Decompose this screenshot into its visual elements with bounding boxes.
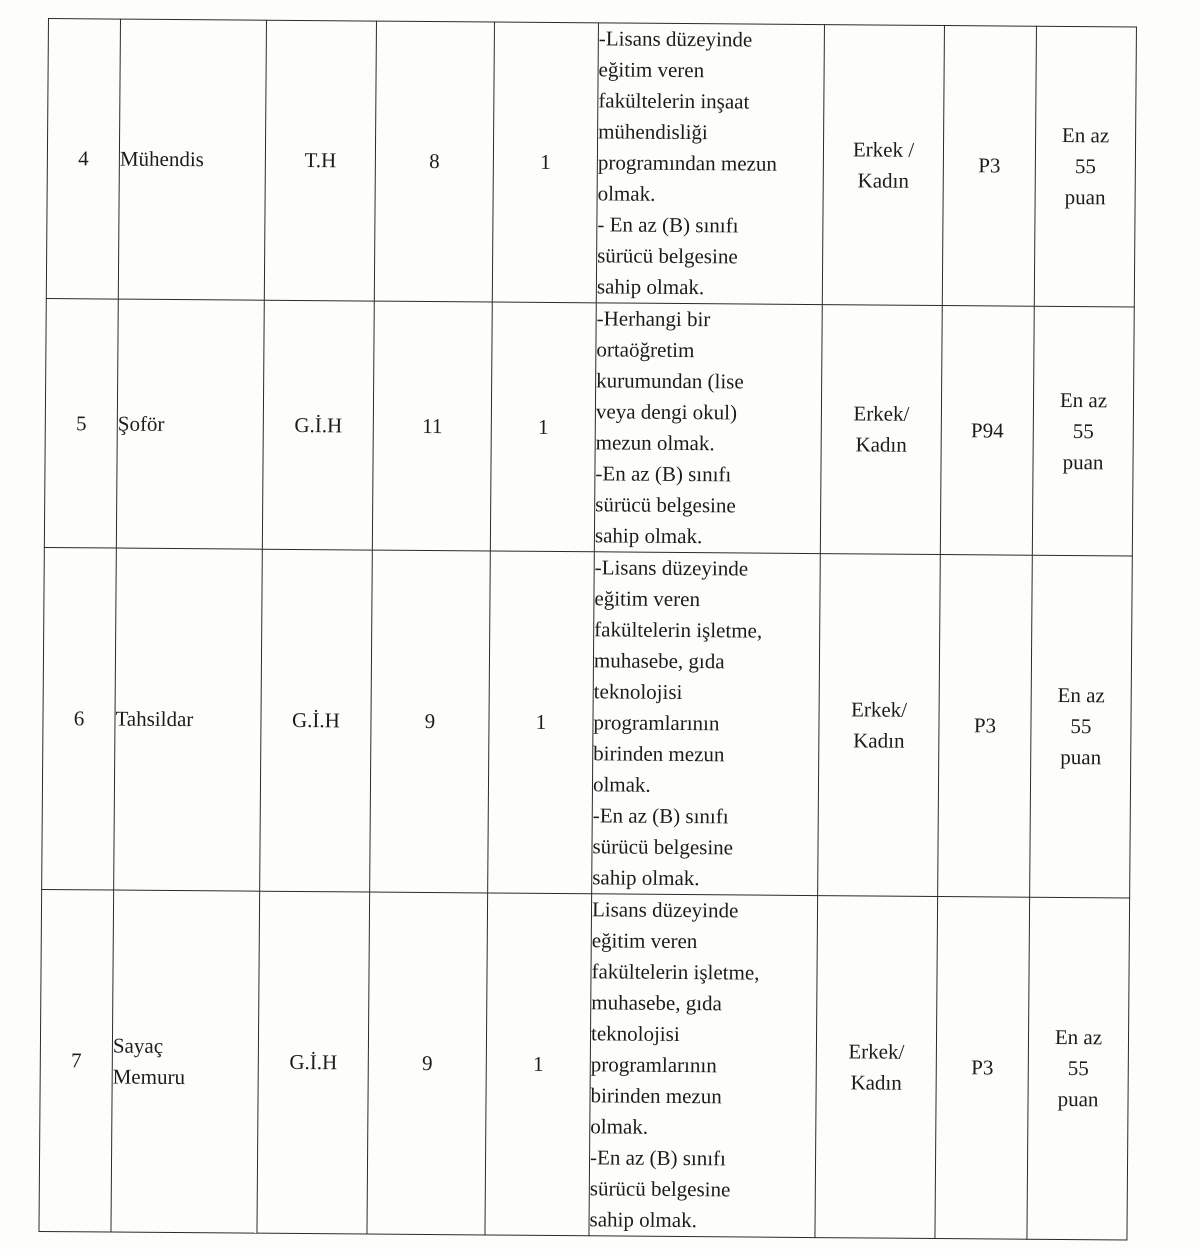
min-score-line: 55 [1074, 154, 1096, 179]
requirements-cell [589, 894, 818, 1238]
gender-line: Kadın [855, 432, 907, 457]
service-class: G.İ.H [260, 549, 373, 892]
min-score-line: En az [1057, 682, 1105, 708]
gender-line: Erkek/ [851, 696, 908, 722]
min-score-line: puan [1064, 184, 1106, 210]
kpss-type: P3 [938, 555, 1033, 898]
min-score-line: puan [1057, 1086, 1099, 1112]
requirement-line: birinden mezun [593, 741, 725, 767]
requirement-line: -Lisans düzeyinde [594, 555, 749, 581]
requirements-cell [596, 23, 824, 305]
row-number: 5 [44, 298, 118, 548]
gender-cell [815, 896, 938, 1239]
title-line: Tahsildar [115, 706, 194, 732]
position-count: 1 [490, 302, 596, 552]
gender-cell [820, 305, 942, 555]
requirement-line: -En az (B) sınıfı [595, 461, 732, 487]
requirement-line: birinden mezun [590, 1083, 722, 1109]
kpss-type: P3 [935, 897, 1030, 1240]
min-score-line: 55 [1070, 714, 1092, 739]
position-grade: 9 [370, 550, 491, 893]
gender-cell [818, 554, 941, 897]
gender-line: Kadın [850, 1069, 902, 1095]
requirement-line: programlarının [590, 1052, 717, 1078]
requirement-line: fakültelerin işletme, [591, 959, 760, 985]
requirement-line: sürücü belgesine [595, 492, 736, 518]
min-score-cell [1027, 897, 1130, 1240]
requirement-line: fakültelerin inşaat [598, 88, 750, 114]
requirement-line: sürücü belgesine [597, 243, 738, 269]
requirement-line: sahip olmak. [594, 523, 703, 549]
min-score-cell [1034, 26, 1136, 307]
gender-cell [822, 25, 944, 306]
title-line: Şoför [117, 411, 165, 436]
row-number: 7 [39, 889, 114, 1232]
min-score-line: puan [1062, 449, 1104, 474]
requirement-line: - En az (B) sınıfı [597, 212, 739, 238]
requirement-line: programından mezun [597, 150, 778, 176]
requirement-line: olmak. [590, 1114, 649, 1139]
position-count: 1 [488, 551, 595, 894]
gender-line: Kadın [853, 727, 905, 753]
service-class: G.İ.H [257, 891, 370, 1234]
positions-table [38, 18, 1137, 1241]
requirement-line: fakültelerin işletme, [594, 617, 763, 643]
requirement-line: -Lisans düzeyinde [598, 26, 753, 52]
requirement-line: eğitim veren [594, 586, 701, 612]
requirement-line: -En az (B) sınıfı [592, 803, 729, 829]
title-line: Memuru [112, 1064, 186, 1089]
gender-line: Erkek/ [853, 401, 910, 426]
requirement-line: mühendisliği [598, 119, 708, 145]
position-title [114, 548, 263, 891]
min-score-line: 55 [1072, 418, 1094, 443]
requirement-line: teknolojisi [593, 679, 683, 705]
requirement-line: -En az (B) sınıfı [589, 1145, 727, 1171]
min-score-line: 55 [1067, 1056, 1089, 1081]
requirement-line: olmak. [597, 181, 656, 206]
table-row [39, 889, 1130, 1240]
requirement-line: ortaöğretim [596, 337, 695, 363]
requirement-line: muhasebe, gıda [591, 990, 723, 1016]
min-score-line: En az [1061, 122, 1110, 148]
service-class: G.İ.H [262, 300, 374, 550]
kpss-type: P3 [942, 26, 1036, 307]
min-score-line: puan [1060, 744, 1102, 770]
requirement-line: kurumundan (lise [596, 368, 744, 394]
min-score-cell [1030, 555, 1133, 898]
requirement-line: mezun olmak. [595, 430, 715, 456]
requirement-line: veya dengi okul) [595, 399, 738, 425]
requirements-cell [594, 303, 822, 554]
requirement-line: muhasebe, gıda [593, 648, 725, 674]
min-score-line: En az [1059, 387, 1108, 412]
requirement-line: -Herhangi bir [596, 306, 711, 332]
requirements-cell [592, 552, 821, 896]
row-number: 4 [46, 19, 120, 300]
requirement-line: sürücü belgesine [589, 1176, 731, 1202]
kpss-type: P94 [940, 306, 1034, 556]
requirement-line: eğitim veren [598, 57, 705, 83]
position-grade: 11 [372, 301, 492, 551]
requirement-line: Lisans düzeyinde [591, 897, 739, 923]
table-row [42, 547, 1133, 898]
position-grade: 9 [367, 892, 488, 1235]
requirement-line: sahip olmak. [592, 865, 700, 891]
gender-line: Erkek / [852, 136, 915, 162]
position-grade: 8 [374, 21, 494, 302]
gender-line: Erkek/ [848, 1038, 905, 1064]
requirement-line: sahip olmak. [589, 1207, 698, 1233]
requirement-line: eğitim veren [591, 928, 698, 954]
requirement-line: programlarının [593, 710, 720, 736]
min-score-line: En az [1054, 1024, 1103, 1050]
requirement-line: teknolojisi [590, 1021, 680, 1046]
requirement-line: olmak. [592, 772, 651, 797]
service-class: T.H [264, 20, 376, 301]
position-title [111, 890, 260, 1233]
requirement-line: sahip olmak. [596, 274, 705, 300]
table-row [46, 19, 1136, 308]
position-count: 1 [485, 893, 592, 1236]
position-title [118, 19, 266, 300]
table-row [44, 298, 1134, 556]
title-line: Sayaç [112, 1033, 164, 1058]
position-title [116, 299, 264, 549]
gender-line: Kadın [857, 167, 910, 193]
title-line: Mühendis [119, 146, 204, 172]
min-score-cell [1032, 306, 1134, 556]
requirement-line: sürücü belgesine [592, 834, 734, 860]
position-count: 1 [492, 22, 598, 303]
row-number: 6 [42, 547, 117, 890]
